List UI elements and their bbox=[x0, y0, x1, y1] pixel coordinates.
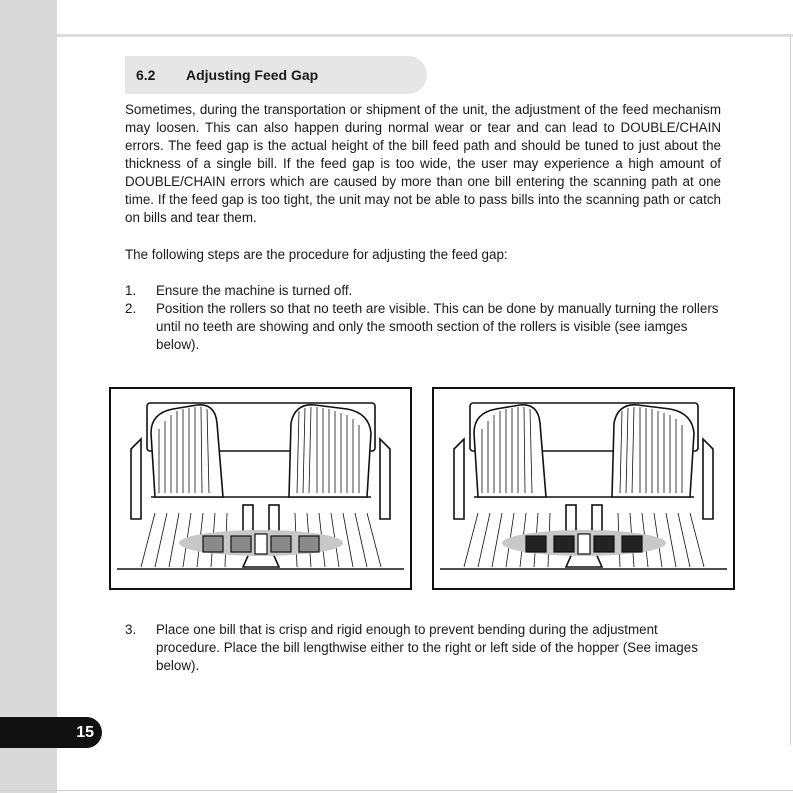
figure-rollers-smooth bbox=[109, 387, 412, 590]
figure-rollers-dark bbox=[432, 387, 735, 590]
bottom-divider bbox=[0, 790, 793, 791]
section-number: 6.2 bbox=[136, 67, 156, 83]
step-number: 2. bbox=[125, 301, 137, 316]
intro-paragraph: Sometimes, during the transportation or shipment of the unit, the adjustment of the feed mechanism may loosen. This can also happen during normal wear or tear and can lead to DOUBLE/CHAIN errors. The feed gap is the actual height of the bill feed path and should be tuned to just about the thickness of a single bill. If the feed gap is too wide, the user may experience a high amount of DOUBLE/CHAIN errors which are caused by more than one bill entering the scanning path at one time. If the feed gap is too tight, the unit may not be able to pass bills into the scanning path or catch on bills and tear them. bbox=[125, 102, 721, 225]
machine-illustration-smooth-rollers bbox=[111, 389, 410, 588]
page-margin-strip bbox=[0, 0, 57, 793]
step-text: Ensure the machine is turned off. bbox=[156, 283, 353, 298]
step-text: Position the rollers so that no teeth are visible. This can be done by manually turning the rollers until no teeth are showing and only the smooth section of the rollers is visible (see iamges below). bbox=[156, 301, 719, 352]
step-text: Place one bill that is crisp and rigid enough to prevent bending during the adjustment procedure. Place the bill lengthwise either to the right or left side of the hopper (See images below). bbox=[156, 622, 698, 673]
procedure-intro: The following steps are the procedure for adjusting the feed gap: bbox=[125, 247, 508, 262]
step-number: 3. bbox=[125, 622, 137, 637]
machine-illustration-dark-rollers bbox=[434, 389, 733, 588]
right-divider bbox=[790, 37, 791, 745]
page-number: 15 bbox=[76, 723, 94, 741]
section-header bbox=[125, 56, 427, 94]
section-title: Adjusting Feed Gap bbox=[186, 67, 319, 83]
step-number: 1. bbox=[125, 283, 137, 298]
page-number-badge bbox=[0, 717, 102, 748]
top-divider bbox=[57, 34, 793, 37]
